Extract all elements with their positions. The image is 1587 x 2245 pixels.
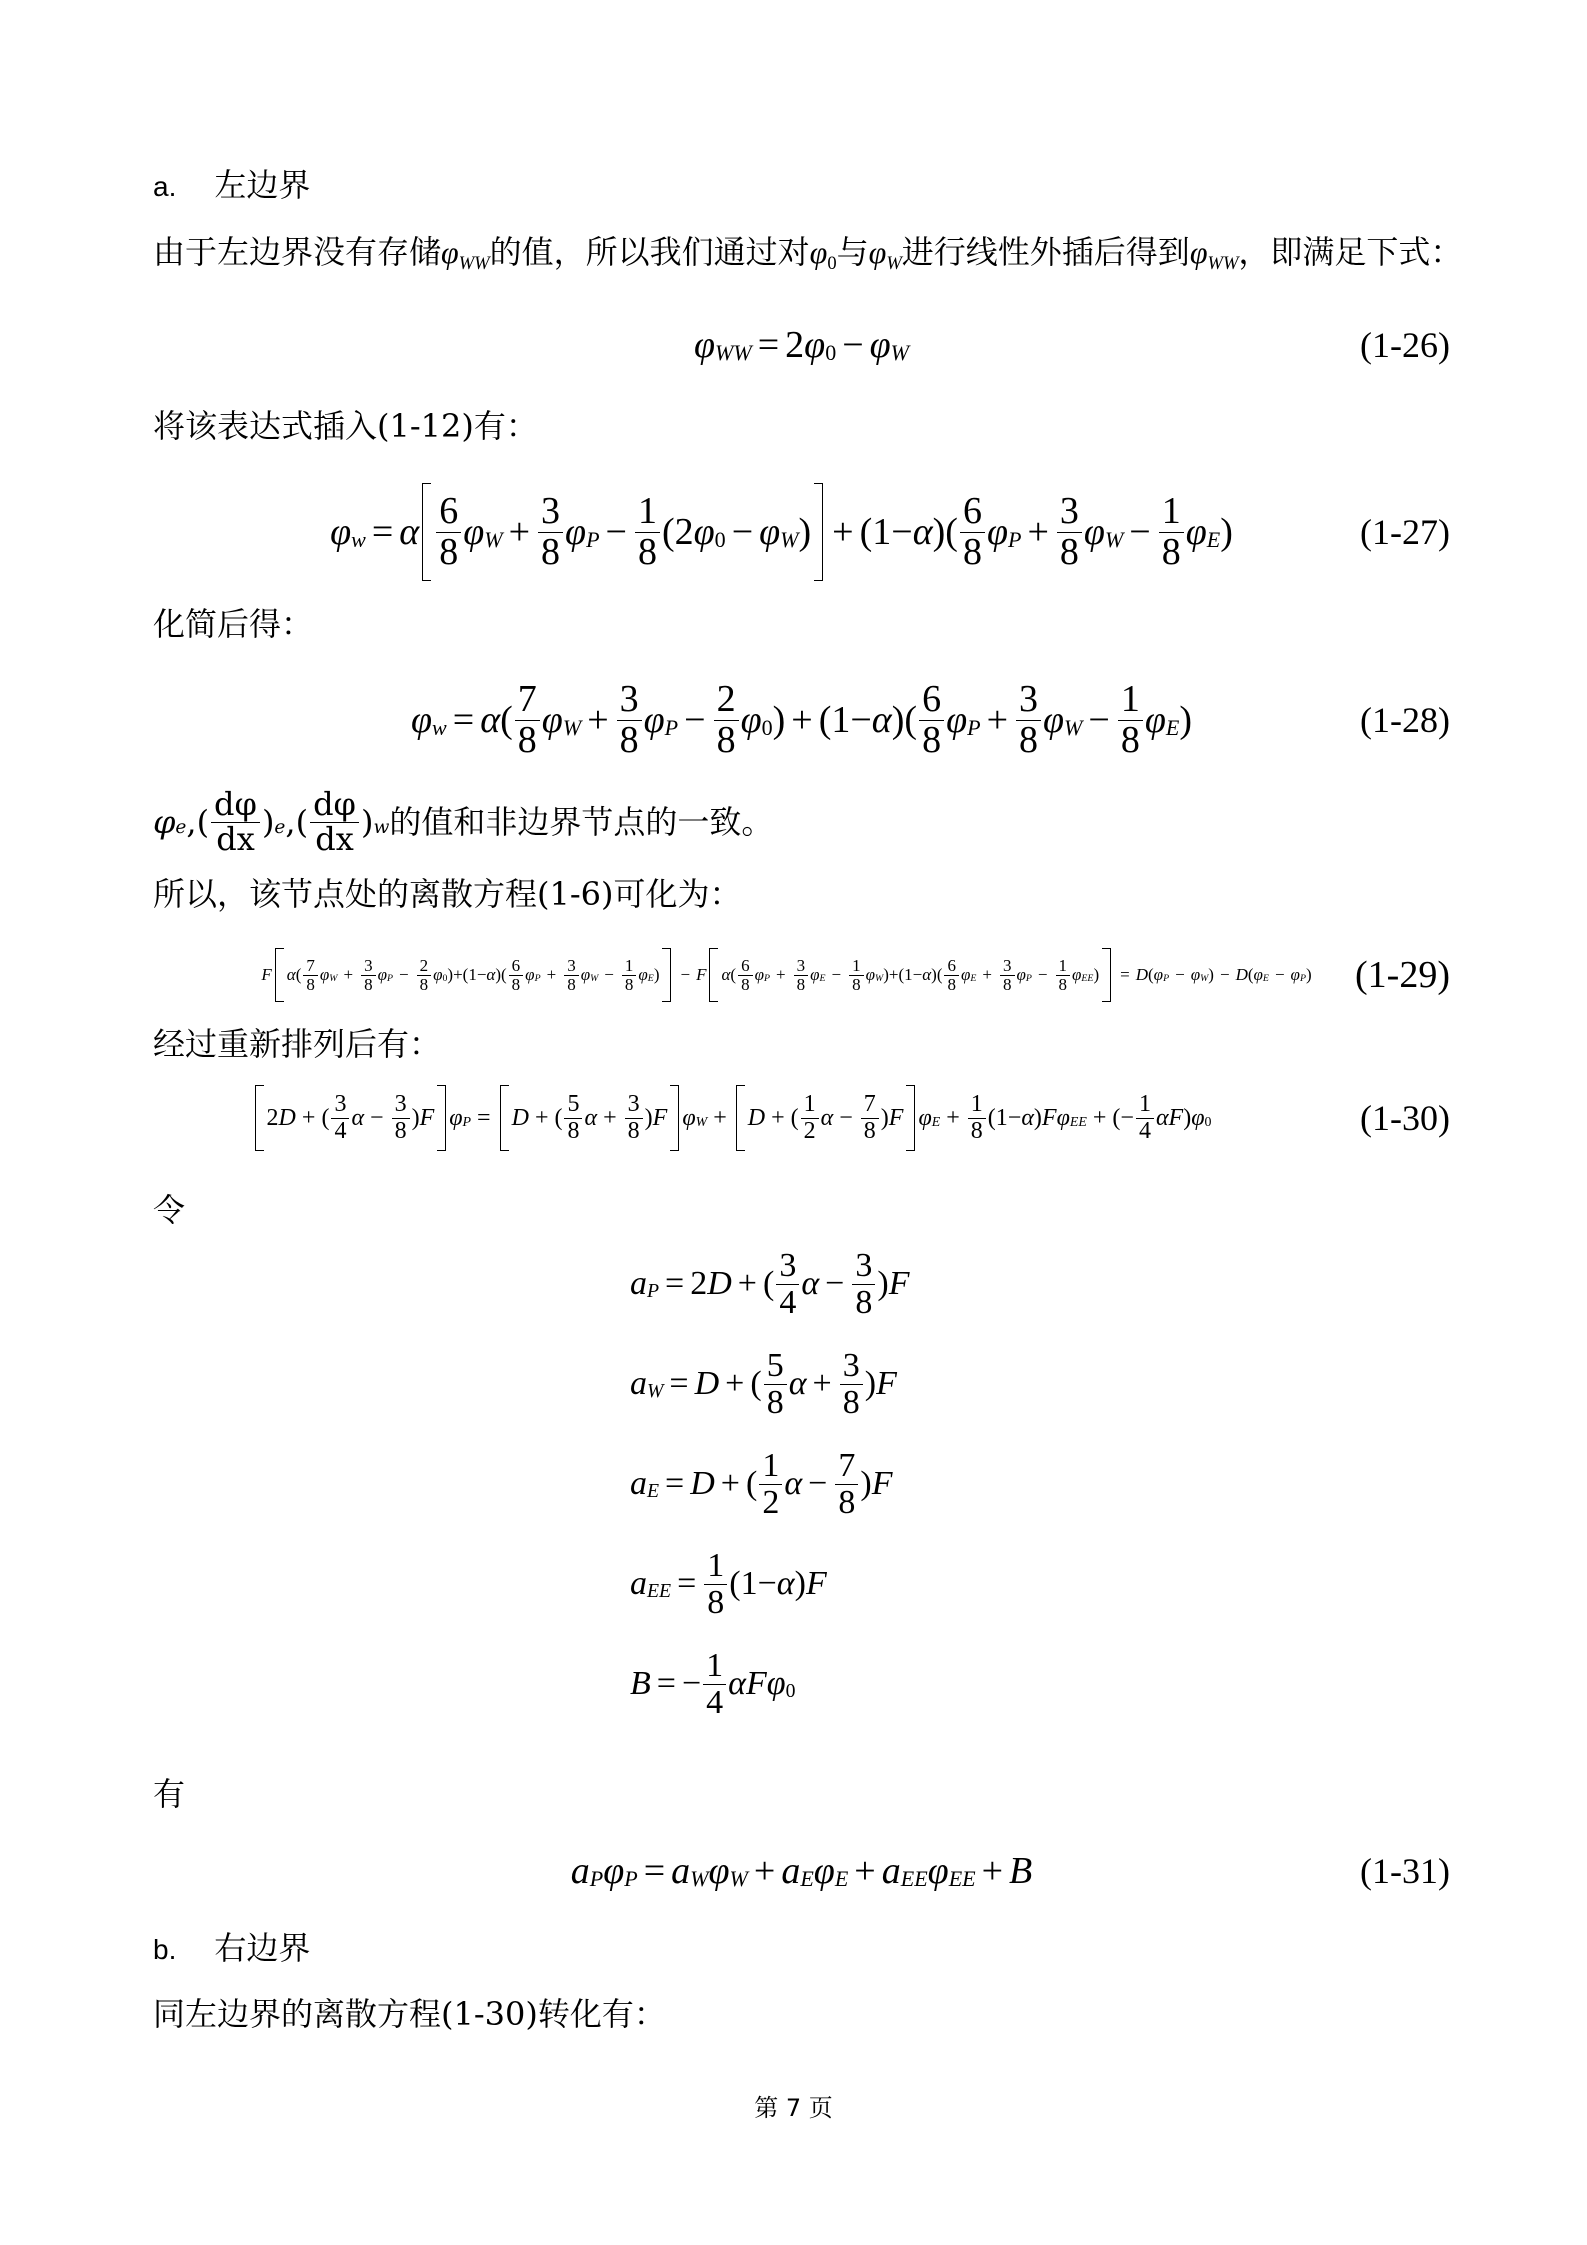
section-b-marker: b. bbox=[153, 1934, 177, 1965]
equation-1-26 bbox=[153, 315, 1450, 375]
equation-number: (1-27) bbox=[1360, 512, 1450, 552]
coef-ap: a P = 2 D + ( $\frac{3}{4}$ α − $\frac{3}{8}$ ) F bbox=[630, 1247, 910, 1321]
intro-text-5: ，即满足下式： bbox=[1238, 233, 1463, 271]
equation-1-29 bbox=[153, 942, 1450, 1008]
equation-number: (1-31) bbox=[1360, 1851, 1450, 1891]
intro-text-1: 由于左边界没有存储 bbox=[153, 233, 442, 271]
intro-text-2: 的值，所以我们通过对 bbox=[489, 233, 810, 271]
equation-1-30-body: 2 D + ( $\frac{3}{4}$ α − $\frac{3}{8}$ ) F φ P = D + ( $\frac{5}{8}$ α + $\frac{3}{8}$ ) F φ W + D + ( $\frac{1}{2}$ α − $\frac{7}{8}$ ) F φ E + $\frac{1}{8}$ (1− α ) Fφ EE + (− $\frac{1}{4}$ αF ) φ 0 bbox=[252, 1085, 1212, 1151]
intro-text-4: 进行线性外插后得到 bbox=[901, 233, 1190, 271]
consistent-line bbox=[153, 782, 1453, 862]
section-b-heading bbox=[153, 1926, 1453, 1972]
intro-text-3: 与 bbox=[836, 233, 869, 271]
section-a-heading bbox=[153, 163, 1453, 209]
equation-number: (1-28) bbox=[1360, 700, 1450, 740]
equation-1-27 bbox=[153, 478, 1450, 586]
coef-aw: a W = D + ( $\frac{5}{8}$ α + $\frac{3}{8}$ ) F bbox=[630, 1347, 897, 1421]
section-a-marker: a. bbox=[153, 171, 177, 202]
math-phi-ww: $\varphi_{WW}$ bbox=[441, 234, 490, 275]
section-a-title: 左边界 bbox=[214, 166, 311, 204]
so-text: 所以，该节点处的离散方程(1-6)可化为： bbox=[153, 875, 742, 913]
equation-1-31 bbox=[153, 1840, 1450, 1902]
intro-paragraph bbox=[153, 230, 1463, 280]
page-number: 第 7 页 bbox=[754, 2094, 833, 2122]
simplify-text: 化简后得： bbox=[153, 605, 314, 643]
math-phi-w: $\varphi_W$ bbox=[868, 234, 902, 275]
coef-ae: a E = D + ( $\frac{1}{2}$ α − $\frac{7}{8}$ ) F bbox=[630, 1447, 893, 1521]
insert-text: 将该表达式插入(1-12)有： bbox=[153, 407, 538, 445]
equation-1-30 bbox=[153, 1080, 1450, 1156]
equation-1-27-body: φ w = α $\frac{6}{8}$ φ W + $\frac{3}{8}$ φ P − $\frac{1}{8}$ (2 φ 0 − φ W ) + (1− α )( $\frac{6}{8}$ φ P + $\frac{3}{8}$ φ W − $\frac{1}{8}$ φ E ) bbox=[330, 483, 1233, 581]
math-phi-ww-2: $\varphi_{WW}$ bbox=[1189, 234, 1239, 275]
equation-number: (1-30) bbox=[1360, 1098, 1450, 1138]
coef-b: B = − $\frac{1}{4}$ αFφ 0 bbox=[630, 1647, 796, 1721]
equation-number: (1-26) bbox=[1360, 325, 1450, 365]
rearrange-text: 经过重新排列后有： bbox=[153, 1025, 442, 1063]
section-b-title: 右边界 bbox=[214, 1929, 311, 1967]
equation-number: (1-29) bbox=[1355, 954, 1450, 996]
coef-aee: a EE = $\frac{1}{8}$ (1− α ) F bbox=[630, 1547, 827, 1621]
consistent-text: 的值和非边界节点的一致。 bbox=[389, 803, 774, 841]
equation-1-28-body: φ w = α ( $\frac{7}{8}$ φ W + $\frac{3}{8}$ φ P − $\frac{2}{8}$ φ 0 ) + (1− α )( $\frac{6}{8}$ φ P + $\frac{3}{8}$ φ W − $\frac{1}{8}$ φ E ) bbox=[411, 677, 1192, 761]
equation-1-26-body: φ WW = 2 φ 0 − φ W bbox=[693, 324, 910, 366]
equation-1-31-body: a P φ P = a W φ W + a E φ E + a EE φ EE + B bbox=[570, 1850, 1033, 1892]
have-text: 有 bbox=[153, 1775, 186, 1813]
let-text: 令 bbox=[153, 1191, 186, 1229]
equation-1-28 bbox=[153, 670, 1450, 770]
right-intro-text: 同左边界的离散方程(1-30)转化有： bbox=[153, 1995, 666, 2033]
equation-1-29-body: F α ( $\frac{7}{8}$ φ W + $\frac{3}{8}$ φ P − $\frac{2}{8}$ φ 0 )+(1− α )( $\frac{6}{8}$ φ P + $\frac{3}{8}$ φ W − $\frac{1}{8}$ φ E ) − F α ( $\frac{6}{8}$ φ P + $\frac{3}{8}$ φ E − $\frac{1}{8}$ φ W )+(1− α )( $\frac{6}{8}$ φ E + $\frac{3}{8}$ φ P − $\frac{1}{8}$ φ EE ) = D ( φ P − φ W ) − D ( φ E − φ P ) bbox=[261, 948, 1311, 1002]
math-boundary-terms: φ e ,( $\frac{d\varphi}{dx}$ ) e ,( $\frac{d\varphi}{dx}$ ) w bbox=[153, 784, 390, 858]
math-phi-0: $\varphi_0$ bbox=[809, 234, 837, 275]
